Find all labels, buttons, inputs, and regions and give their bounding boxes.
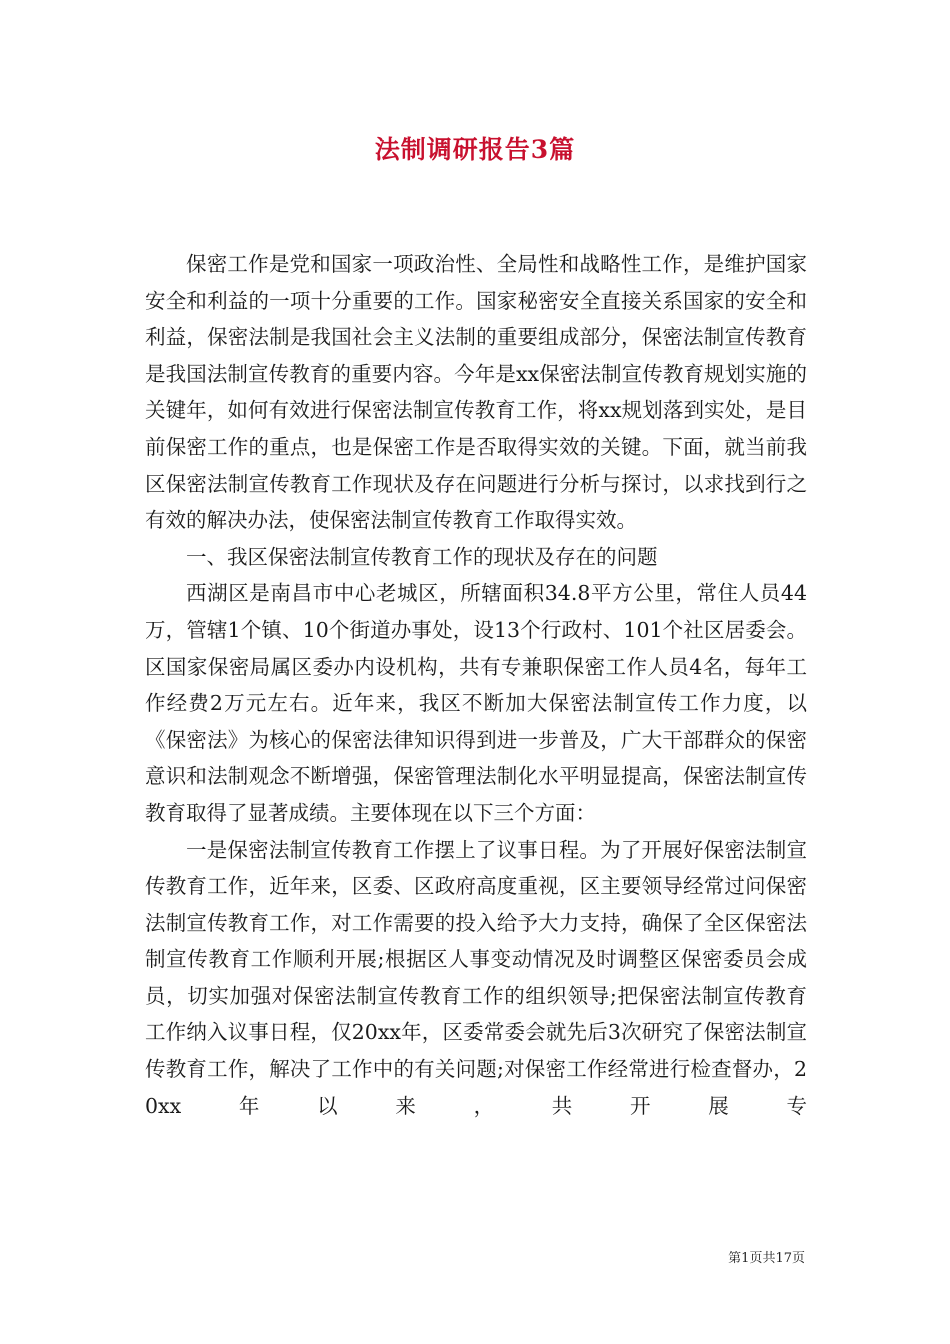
section-heading: 一、我区保密法制宣传教育工作的现状及存在的问题 <box>186 544 658 569</box>
paragraph-status: 西湖区是南昌市中心老城区，所辖面积34.8平方公里，常住人员44万，管辖1个镇、10个街道办事处，设13个行政村、101个社区居委会。区国家保密局属区委办内设机构，共有专兼职保密工作人员4名，每年工作经费2万元左右。近年来，我区不断加大保密法制宣传工作力度，以《保密法》为核心的保密法律知识得到进一步普及，广大干部群众的保密意识和法制观念不断增强，保密管理法制化水平明显提高，保密法制宣传教育取得了显著成绩。主要体现在以下三个方面： <box>145 581 807 825</box>
page-number: 第1页共17页 <box>728 1251 805 1266</box>
paragraph-point-one: 一是保密法制宣传教育工作摆上了议事日程。为了开展好保密法制宣传教育工作，近年来，区委、区政府高度重视，区主要领导经常过问保密法制宣传教育工作，对工作需要的投入给予大力支持，确保了全区保密法制宣传教育工作顺利开展;根据区人事变动情况及时调整区保密委员会成员，切实加强对保密法制宣传教育工作的组织领导;把保密法制宣传教育工作纳入议事日程，仅20xx年，区委常委会就先后3次研究了保密法制宣传教育工作，解决了工作中的有关问题;对保密工作经常进行检查督办，20xx年以来，共开展专 <box>145 837 807 1118</box>
document-body <box>145 246 807 1124</box>
document-title: 法制调研报告3篇 <box>374 135 576 164</box>
paragraph-intro: 保密工作是党和国家一项政治性、全局性和战略性工作，是维护国家安全和利益的一项十分重要的工作。国家秘密安全直接关系国家的安全和利益，保密法制是我国社会主义法制的重要组成部分，保密法制宣传教育是我国法制宣传教育的重要内容。今年是xx保密法制宣传教育规划实施的关键年，如何有效进行保密法制宣传教育工作，将xx规划落到实处，是目前保密工作的重点，也是保密工作是否取得实效的关键。下面，就当前我区保密法制宣传教育工作现状及存在问题进行分析与探讨，以求找到行之有效的解决办法，使保密法制宣传教育工作取得实效。 <box>145 252 807 533</box>
